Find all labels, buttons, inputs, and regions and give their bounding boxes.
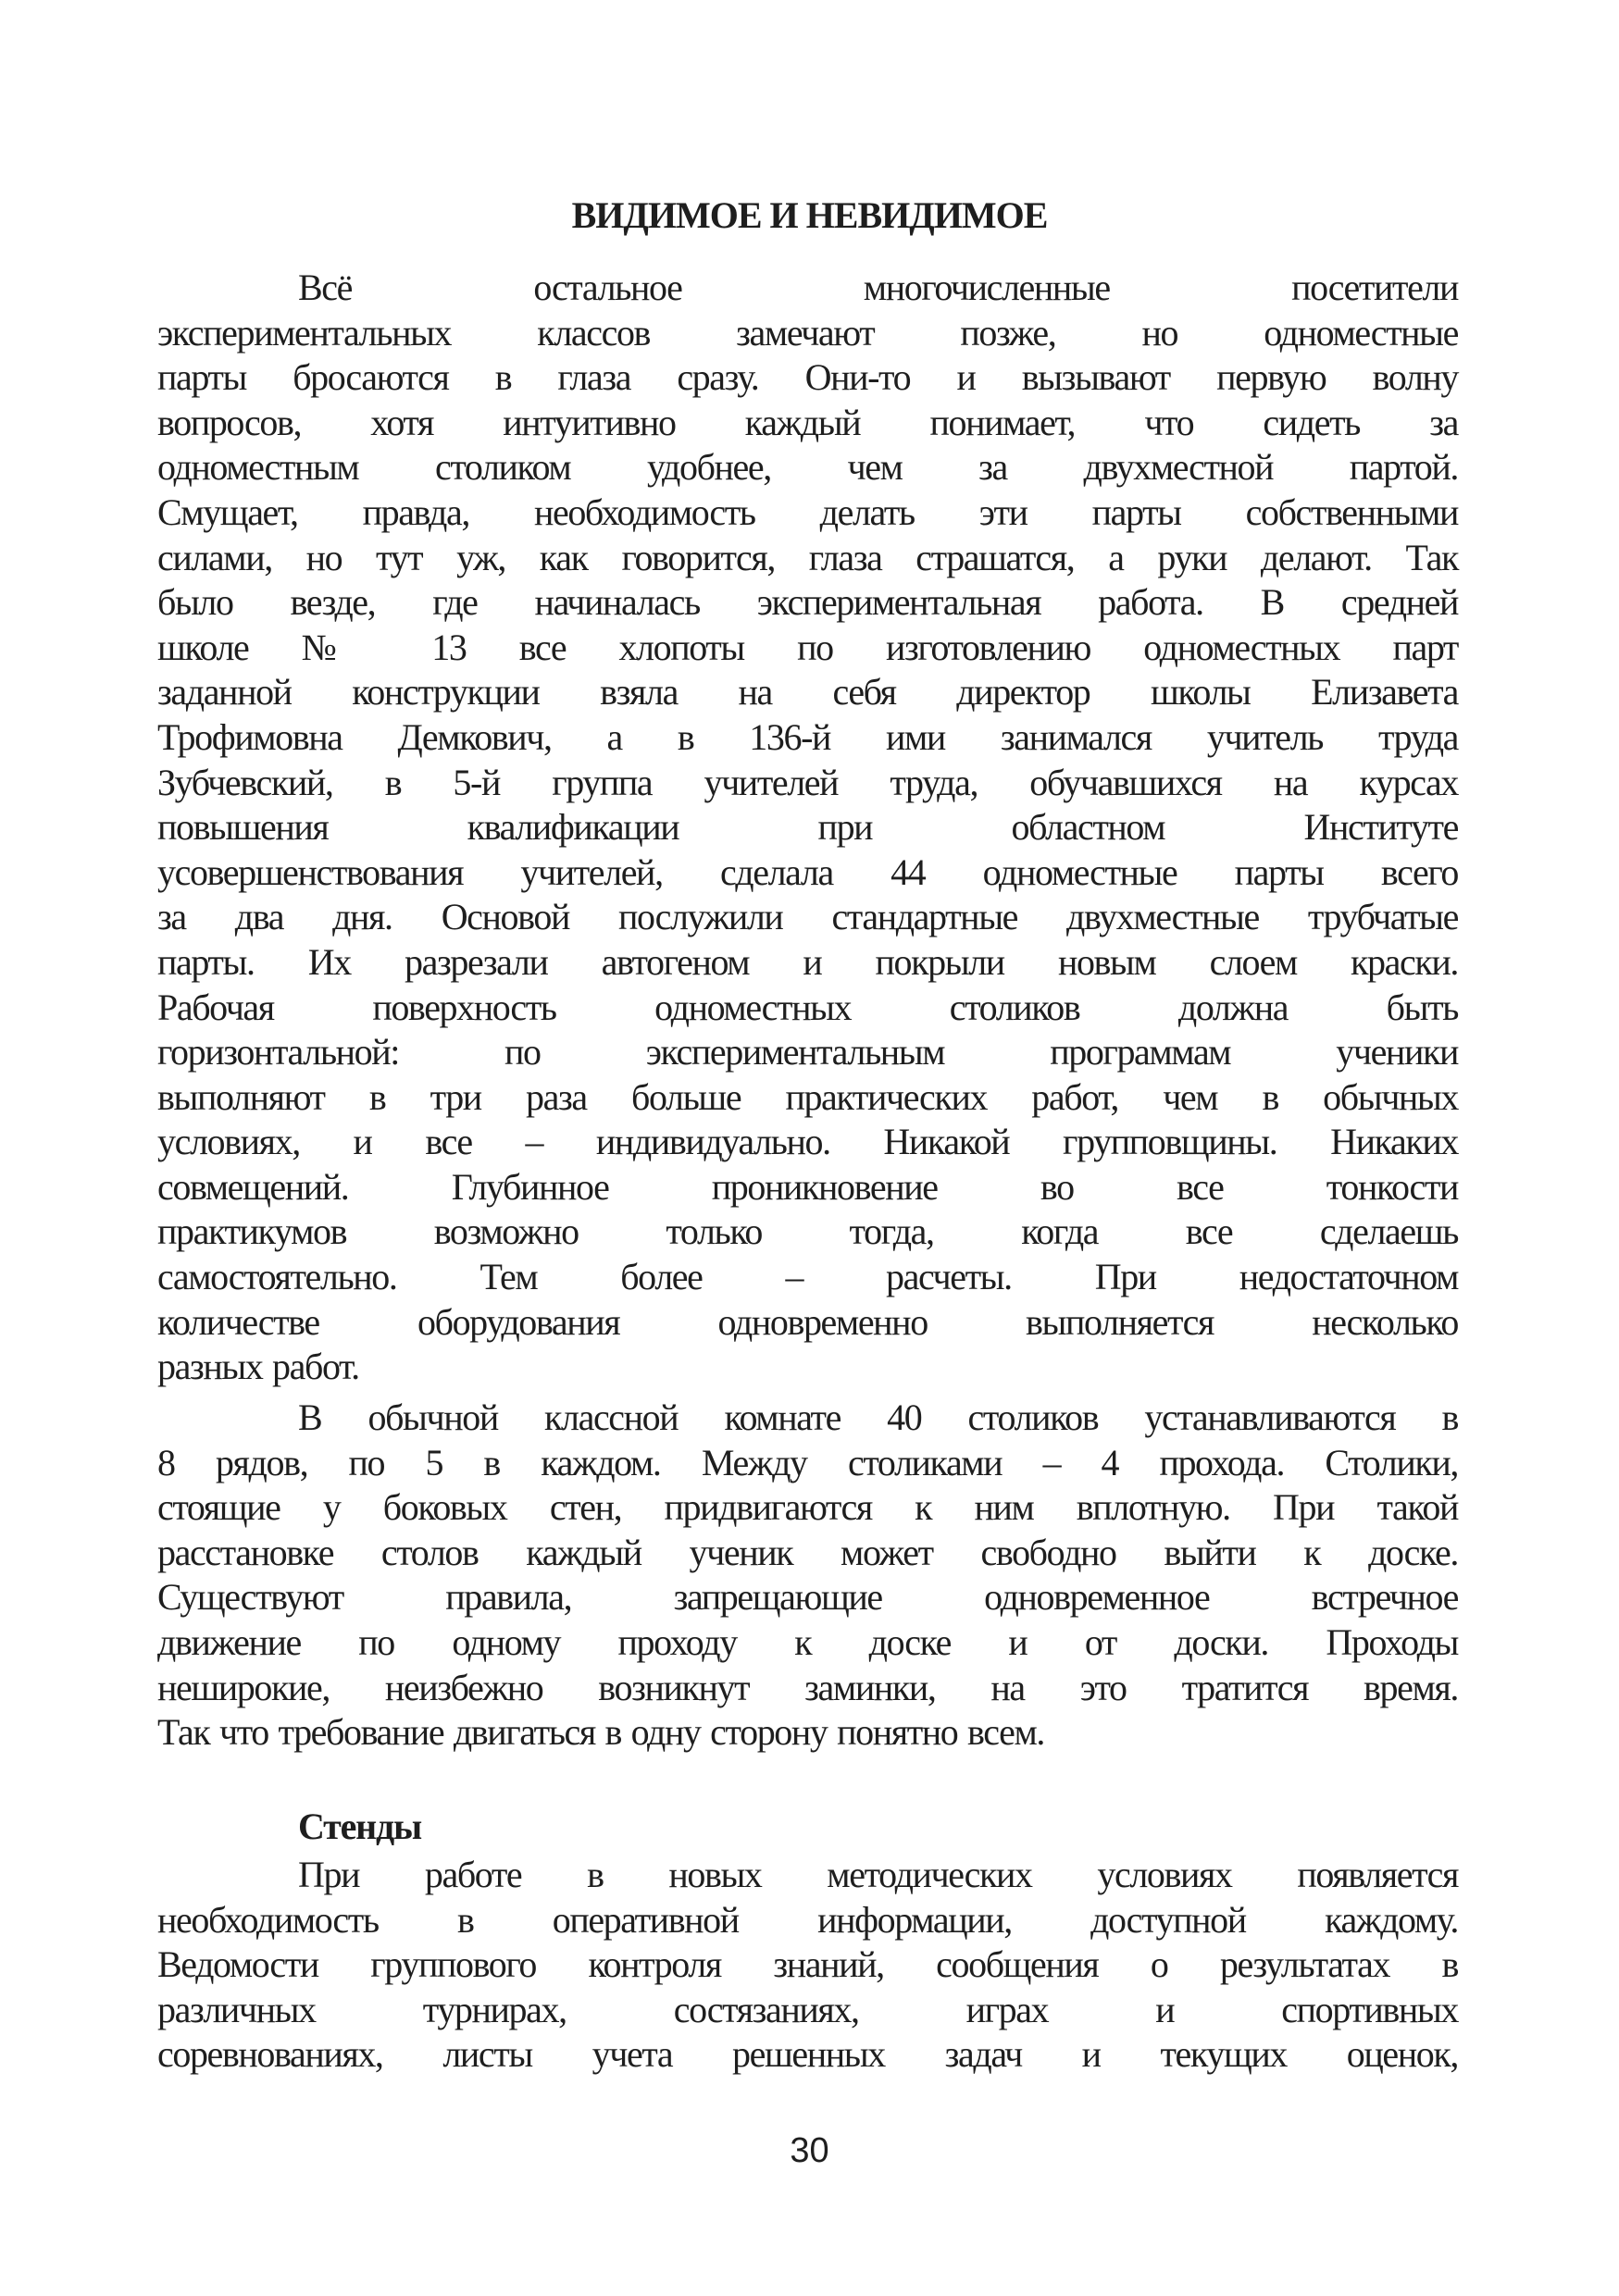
text-line: парты бросаются в глаза сразу. Они-то и вызывают первую волну xyxy=(157,356,1458,399)
text-line: Трофимовна Демкович, а в 136-й ими занимался учитель труда xyxy=(157,715,1458,758)
text-line: Ведомости группового контроля знаний, сообщения о результатах в xyxy=(157,1943,1458,1986)
text-line: Смущает, правда, необходимость делать эти парты собственными xyxy=(157,490,1458,533)
page-title: ВИДИМОЕ И НЕВИДИМОЕ xyxy=(571,193,1048,236)
text-line: горизонтальной: по экспериментальным программам ученики xyxy=(157,1031,1458,1074)
text-line: соревнованиях, листы учета решенных задач и текущих оценок, xyxy=(157,2033,1458,2076)
text-line: Зубчевский, в 5-й группа учителей труда, обучавшихся на курсах xyxy=(157,761,1458,803)
text-line: Рабочая поверхность одноместных столиков должна быть xyxy=(157,986,1458,1028)
text-line: силами, но тут уж, как говорится, глаза страшатся, а руки делают. Так xyxy=(157,536,1458,578)
section-heading-stands: Стенды xyxy=(298,1806,422,1847)
text-line: Всё остальное многочисленные посетители xyxy=(298,267,1458,308)
text-line: за два дня. Основой послужили стандартные двухместные трубчатые xyxy=(157,896,1458,938)
text-line: разных работ. xyxy=(157,1346,359,1388)
text-line: При работе в новых методических условиях появляется xyxy=(298,1854,1458,1895)
text-line: выполняют в три раза больше практических работ, чем в обычных xyxy=(157,1075,1458,1118)
paragraph-stands xyxy=(157,1853,1458,2078)
text-line: одноместным столиком удобнее, чем за двухместной партой. xyxy=(157,446,1458,489)
text-line: было везде, где начиналась экспериментальная работа. В средней xyxy=(157,581,1458,624)
paragraph-desks xyxy=(157,266,1458,1390)
text-line: экспериментальных классов замечают позже, но одноместные xyxy=(157,311,1458,354)
text-line: школе № 13 все хлопоты по изготовлению одноместных парт xyxy=(157,626,1458,668)
text-line: самостоятельно. Тем более – расчеты. При недостаточном xyxy=(157,1256,1458,1298)
text-line: 8 рядов, по 5 в каждом. Между столиками – 4 прохода. Столики, xyxy=(157,1441,1458,1483)
page-number: 30 xyxy=(790,2131,829,2170)
text-line: вопросов, хотя интуитивно каждый понимает, что сидеть за xyxy=(157,401,1458,443)
text-line: парты. Их разрезали автогеном и покрыли новым слоем краски. xyxy=(157,940,1458,983)
text-line: В обычной классной комнате 40 столиков устанавливаются в xyxy=(298,1396,1458,1438)
text-line: практикумов возможно только тогда, когда все сделаешь xyxy=(157,1210,1458,1253)
text-line: усовершенствования учителей, сделала 44 одноместные парты всего xyxy=(157,850,1458,893)
text-line: различных турнирах, состязаниях, играх и спортивных xyxy=(157,1988,1458,2030)
text-line: неширокие, неизбежно возникнут заминки, на это тратится время. xyxy=(157,1666,1458,1708)
text-line: стоящие у боковых стен, придвигаются к ним вплотную. При такой xyxy=(157,1486,1458,1529)
text-line: совмещений. Глубинное проникновение во все тонкости xyxy=(157,1165,1458,1208)
text-line: повышения квалификации при областном Институте xyxy=(157,806,1458,849)
text-line: количестве оборудования одновременно выполняется несколько xyxy=(157,1300,1458,1343)
text-line: расстановке столов каждый ученик может свободно выйти к доске. xyxy=(157,1531,1458,1573)
text-line: движение по одному проходу к доске и от доски. Проходы xyxy=(157,1620,1458,1663)
paragraph-classroom-layout xyxy=(157,1396,1458,1756)
text-line: Существуют правила, запрещающие одновременное встречное xyxy=(157,1576,1458,1619)
text-line: Так что требование двигаться в одну сторону понятно всем. xyxy=(157,1711,1044,1754)
text-line: заданной конструкции взяла на себя директор школы Елизавета xyxy=(157,671,1458,714)
text-line: условиях, и все – индивидуально. Никакой групповщины. Никаких xyxy=(157,1121,1458,1163)
text-line: необходимость в оперативной информации, доступной каждому. xyxy=(157,1898,1458,1941)
